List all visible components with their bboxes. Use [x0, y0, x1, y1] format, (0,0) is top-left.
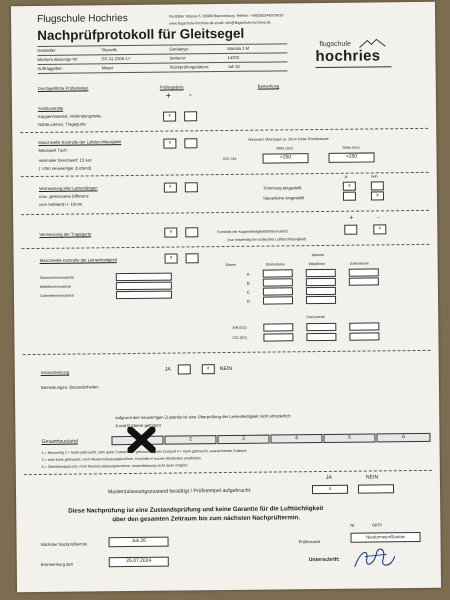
- bemerkungen-label: Bemerkungen, Besonderheiten: [40, 384, 99, 390]
- kappe-label: Kontrolle der Kappenfestigkeit(Bettsonuster): [217, 229, 288, 235]
- verm-title: Vermessung aller Leinenlängen: [38, 185, 98, 191]
- info-label: Auftraggeber:: [37, 65, 63, 71]
- istwerte-label: Istwerte: [311, 252, 325, 258]
- luft-title: Maschinelle Kontrolle der Luftdurchlässigkeit: [38, 139, 122, 145]
- nr-label: Nr.: [350, 522, 356, 528]
- issue-date-field[interactable]: 25.07.2024: [109, 557, 169, 568]
- school-name: Flugschule Hochries: [37, 13, 128, 25]
- info-label: Gerätetyp:: [169, 46, 189, 52]
- mat-galerie-label: Galerieleinenmaterial: [39, 293, 74, 298]
- col-remark: Bemerkung: [257, 83, 280, 89]
- col-result: Prüfergebnis: [159, 84, 184, 90]
- muster-nein-checkbox[interactable]: [358, 484, 394, 493]
- grenzwert-field[interactable]: [306, 323, 336, 331]
- trage-plus-checkbox[interactable]: x: [164, 228, 177, 238]
- trim-label: Trimmung eingestellt: [262, 185, 302, 191]
- luft-line3: ( >250 neuwertiger Zustand): [38, 165, 92, 171]
- steu-label: Steuerleine eingestellt: [262, 195, 305, 201]
- sicht-line1: Kappenmaterial, Verbindungsteile,: [38, 113, 102, 119]
- minus-label: -: [188, 89, 192, 100]
- pruefer-field[interactable]: Niedermeier/Barlow: [350, 532, 420, 543]
- leinen-plus-checkbox[interactable]: x: [165, 254, 178, 264]
- handwritten-signature: [347, 542, 403, 573]
- logo-big-text: hochries: [315, 47, 381, 66]
- ebene-label: Ebene: [225, 262, 237, 268]
- info-value: GS 01-2308-17: [101, 55, 131, 62]
- joc-label: JOC-Uhr: [222, 156, 237, 162]
- verm-minus-checkbox[interactable]: [185, 182, 198, 192]
- info-row: [38, 61, 288, 74]
- condition-option[interactable]: 5: [323, 433, 375, 443]
- trage-minus-checkbox[interactable]: [185, 227, 198, 237]
- condition-option[interactable]: 2: [164, 435, 216, 445]
- logo-small-text: flugschule: [319, 40, 351, 49]
- kappe-note: (nur notwendig bei schlechter Luftdurchlässigkeit): [227, 237, 307, 242]
- next-date-label: Nächster Nachprüftermin: [40, 541, 88, 547]
- leinen-minus-checkbox[interactable]: [186, 253, 199, 263]
- leinen-note: aufgrund des neuwertigen Zustands ist eine Überprüfung der Leinenfestigkeit nicht erforderlich: [115, 413, 291, 421]
- row-c-label: C: [246, 289, 251, 295]
- info-label: Hersteller:: [37, 47, 57, 53]
- trim-ja-checkbox[interactable]: x: [343, 182, 356, 191]
- info-value: 14303: [227, 54, 240, 60]
- condition-option[interactable]: 4: [270, 434, 322, 444]
- next-date-field[interactable]: Juli 26: [109, 537, 169, 548]
- legend-line3: 6 = Überbeanspprucht, nicht Musterzulassungskonform, Instandsetzung nicht mehr möglich: [41, 463, 188, 469]
- instand-nein-checkbox[interactable]: x: [202, 364, 215, 374]
- disclaimer-line2: über den gesamten Zeitraum bis zum nächsten Nachprüftermin.: [112, 514, 301, 524]
- grenzwert-field[interactable]: [349, 332, 379, 340]
- kappe-minus-checkbox[interactable]: x: [373, 224, 386, 234]
- disclaimer-line1: Diese Nachprüfung ist eine Zustandsprüfung und keine Garantie für die Lufttüchtigkeit: [68, 504, 324, 515]
- istwert-field[interactable]: [306, 287, 336, 295]
- section-divider: [20, 128, 428, 133]
- sicht-line2: Nähte,Leinen, Tragegurte: [38, 121, 86, 127]
- grenzwert-field[interactable]: [349, 322, 379, 330]
- info-value: Mayer: [101, 65, 114, 71]
- school-address: Fürstätter Strasse 6, 83088 Brannenburg, Telefon: +49(0)8034/6579819: [169, 13, 284, 19]
- inspection-form-sheet: [11, 2, 441, 592]
- sicht-minus-checkbox[interactable]: [184, 111, 197, 121]
- section-divider: [21, 172, 429, 177]
- steu-nein-checkbox[interactable]: x: [371, 191, 384, 200]
- instand-ja-label: JA: [164, 366, 171, 373]
- sicht-plus-checkbox[interactable]: x: [163, 112, 176, 122]
- grenzwert-field[interactable]: [306, 333, 336, 341]
- form-title: Nachprüfprotokoll für Gleitsegel: [37, 25, 245, 43]
- school-web: www.flugschule-hochries.de email: info@flugschule-hochries.de: [169, 20, 271, 26]
- istwert-field[interactable]: [306, 278, 336, 286]
- istwert-field[interactable]: [349, 277, 379, 285]
- seite-value-field[interactable]: >250: [328, 152, 374, 162]
- luft-minus-checkbox[interactable]: [184, 138, 197, 148]
- condition-option[interactable]: 3: [217, 435, 269, 445]
- mat-stamm-field[interactable]: [116, 273, 172, 282]
- kappe-minus-label: -: [377, 214, 380, 222]
- istwert-field[interactable]: [263, 269, 293, 277]
- kappe-plus-label: +: [349, 214, 354, 222]
- mat-stamm-label: Stammleinenmaterial: [39, 275, 74, 280]
- muster-nein-label: NEIN: [365, 474, 379, 481]
- luft-remark: Messwert Obersegel ca. 20cm hinter Eintrittskante: [248, 136, 329, 142]
- condition-option[interactable]: 6: [376, 433, 430, 443]
- trim-nein-checkbox[interactable]: [371, 181, 384, 190]
- seite-label: Seite (sec): [342, 145, 360, 150]
- istwert-field[interactable]: [349, 268, 379, 276]
- istwert-field[interactable]: [306, 296, 336, 304]
- istwert-field[interactable]: [263, 278, 293, 286]
- condition-scale[interactable]: [111, 433, 431, 445]
- muster-ja-checkbox[interactable]: x: [312, 485, 348, 494]
- section-divider: [23, 350, 431, 355]
- plus-label: +: [165, 90, 172, 101]
- logo-underline: [316, 66, 392, 68]
- mitte-label: Mitte (sec): [276, 146, 294, 151]
- cd-label: C/D (EG): [232, 335, 248, 340]
- sicht-title: Sichtkontrolle: [37, 105, 64, 111]
- legend-line2: 5 = sehr stark gebraucht, noch Musterzulassungskonform. Kontrolle in kurzen Abständen empfohlen: [41, 456, 201, 462]
- mat-mittel-field[interactable]: [116, 282, 172, 291]
- info-value: Skywalk: [101, 47, 117, 53]
- instand-nein-label: NEIN: [219, 365, 233, 373]
- mittel-col-label: Mittelleine: [308, 261, 325, 267]
- nr-value: 6870: [372, 522, 382, 528]
- mitte-value-field[interactable]: >250: [263, 153, 309, 163]
- legend-line1: 1 = Neuwertig 2 = leicht gebraucht, sehr guter Zustand 3 = gebraucht, guter Zustand 4 = stark gebraucht, ausreichender Zustand: [41, 448, 247, 455]
- mat-galerie-field[interactable]: [116, 291, 172, 300]
- nein-label: nein: [370, 174, 378, 179]
- grenzwerte-label: Grenzwerte: [306, 314, 325, 320]
- istwert-field[interactable]: [263, 296, 293, 304]
- istwert-field[interactable]: [263, 287, 293, 295]
- info-value: Juli 18: [227, 63, 240, 69]
- kappe-plus-checkbox[interactable]: [344, 225, 357, 235]
- luft-plus-checkbox[interactable]: x: [163, 139, 176, 149]
- mat-mittel-label: Mittelleinenmaterial: [39, 284, 71, 289]
- instand-ja-checkbox[interactable]: [178, 364, 191, 374]
- luft-line2: minimaler Grenzwert: 15 sec: [38, 157, 92, 163]
- verm-line2: vom Sollwert(+/- 10mm: [38, 201, 83, 207]
- place-label: Brannenburg den: [40, 561, 74, 567]
- gesamt-title: Gesamtzustand: [41, 438, 78, 445]
- info-label: Musterzulassungs-Nr:: [37, 56, 79, 62]
- grenzwert-field[interactable]: [263, 323, 293, 331]
- pruefer-label: Prüfername: [298, 539, 321, 545]
- steu-ja-checkbox[interactable]: [343, 192, 356, 201]
- row-d-label: D: [247, 298, 251, 304]
- verm-plus-checkbox[interactable]: x: [164, 183, 177, 193]
- trim-note: A und B Ebene getrimmt: [115, 422, 161, 429]
- grenzwert-field[interactable]: [263, 333, 293, 341]
- signature-label: Unterschrift:: [308, 556, 340, 564]
- muster-ja-label: JA: [325, 474, 332, 481]
- muster-label: Musterzulassungszustand bestätigt / Prüfstempel aufgebracht:: [108, 487, 252, 496]
- section-divider: [21, 210, 429, 215]
- col-work: Durchgeführte Prüfarbeiten: [37, 85, 89, 91]
- istwert-field[interactable]: [306, 269, 336, 277]
- galerie-col-label: Galerieleine: [349, 261, 369, 266]
- stamm-col-label: Stammleine: [265, 262, 285, 267]
- ja-label: ja: [344, 174, 348, 179]
- ab-label: A/B (EG): [232, 325, 247, 330]
- row-b-label: B: [246, 280, 250, 286]
- luft-line1: Messwert Tuch:: [38, 147, 68, 153]
- instand-title: Instandsetzung: [40, 369, 70, 375]
- info-value: Masala 3 M: [227, 45, 250, 51]
- trage-title: Vermessung der Tragegurte: [39, 231, 92, 237]
- info-label: Seriennr:: [169, 55, 187, 61]
- section-divider: [21, 244, 429, 249]
- row-a-label: A: [246, 271, 250, 277]
- device-info-table: [37, 43, 287, 74]
- info-label: Stückprüfungsdatum:: [169, 64, 210, 70]
- verm-line1: max. gemessene Differenz: [38, 193, 89, 199]
- leinen-title: Maschinelle Kontrolle der Leinenfestigkeit: [39, 257, 117, 263]
